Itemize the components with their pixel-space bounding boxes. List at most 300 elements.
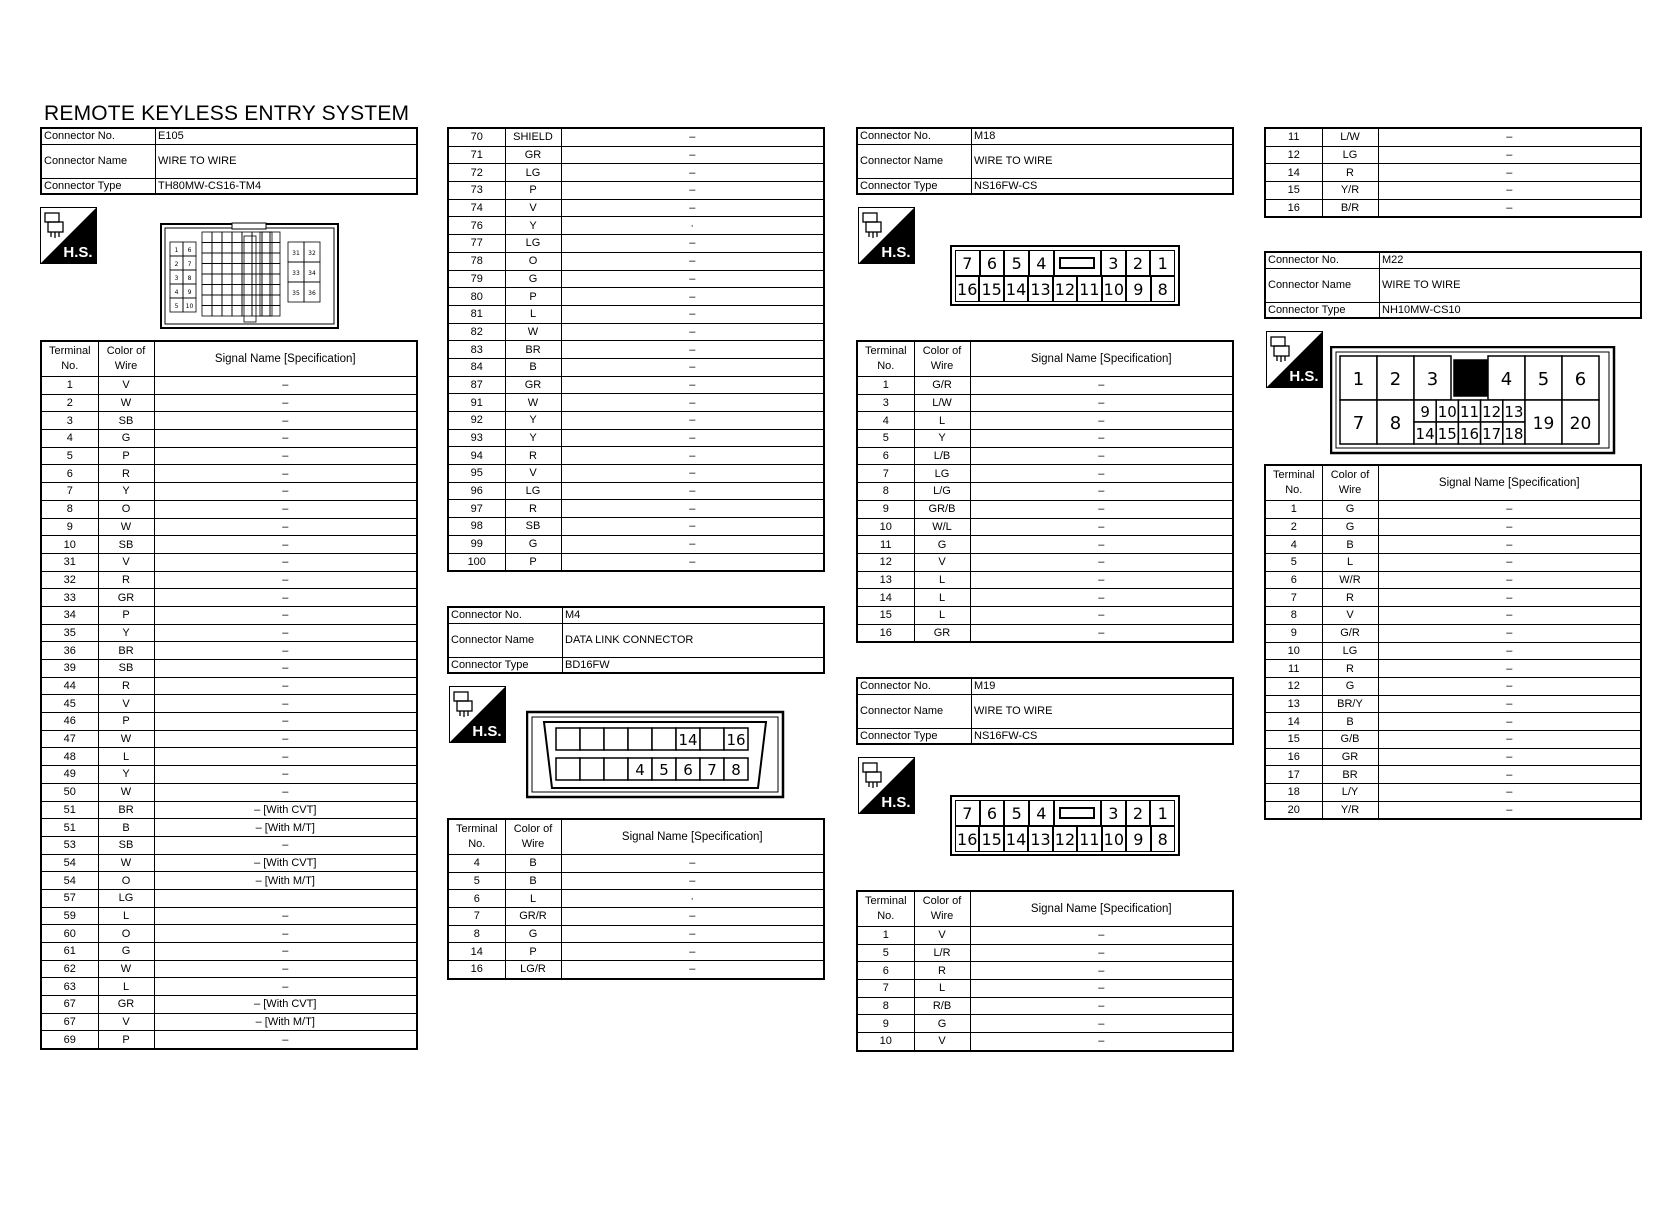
table-row bbox=[41, 483, 417, 501]
color-cell: L bbox=[505, 305, 561, 323]
table-row bbox=[857, 447, 1233, 465]
color-cell: L/G bbox=[914, 483, 970, 501]
table-row bbox=[857, 997, 1233, 1015]
pin-label: 31 bbox=[292, 250, 300, 257]
signal-cell: – bbox=[154, 589, 417, 607]
pin-cell: 16 bbox=[955, 276, 979, 302]
terminal-cell: 45 bbox=[41, 695, 98, 713]
pin-cell: 1 bbox=[1150, 250, 1175, 276]
pin-cell: 12 bbox=[1053, 276, 1077, 302]
terminal-cell: 98 bbox=[448, 518, 505, 536]
table-row bbox=[448, 553, 824, 571]
color-cell: SB bbox=[98, 836, 154, 854]
terminal-cell: 9 bbox=[1265, 624, 1322, 642]
pin-label: 9 bbox=[187, 289, 192, 296]
terminal-cell: 73 bbox=[448, 182, 505, 200]
terminal-cell: 12 bbox=[1265, 146, 1322, 164]
terminal-cell: 99 bbox=[448, 535, 505, 553]
connector-type-value: NS16FW-CS bbox=[972, 178, 1234, 194]
signal-cell: – bbox=[1378, 518, 1641, 536]
color-cell: G/B bbox=[1322, 730, 1378, 748]
table-row bbox=[448, 908, 824, 926]
color-of-wire-header: Color of Wire bbox=[98, 341, 154, 377]
table-row bbox=[41, 766, 417, 784]
signal-cell: – bbox=[154, 978, 417, 996]
table-row bbox=[41, 748, 417, 766]
signal-cell: – bbox=[561, 394, 824, 412]
table-row bbox=[857, 944, 1233, 962]
pin-label: 17 bbox=[1482, 425, 1502, 443]
pin-label: 36 bbox=[308, 290, 316, 297]
color-cell: O bbox=[98, 925, 154, 943]
terminal-cell: 16 bbox=[1265, 748, 1322, 766]
table-row bbox=[41, 960, 417, 978]
color-cell: V bbox=[98, 1013, 154, 1031]
signal-name-header: Signal Name [Specification] bbox=[970, 341, 1233, 377]
color-cell: G/R bbox=[914, 377, 970, 395]
color-cell: W bbox=[98, 394, 154, 412]
pin-label: 15 bbox=[1437, 425, 1457, 443]
terminal-cell: 3 bbox=[857, 394, 914, 412]
table-row bbox=[41, 394, 417, 412]
connector-type-label: Connector Type bbox=[41, 178, 156, 194]
signal-cell: – [With M/T] bbox=[154, 819, 417, 837]
terminal-cell: 78 bbox=[448, 252, 505, 270]
table-row bbox=[41, 889, 417, 907]
signal-cell: – bbox=[970, 553, 1233, 571]
pin-label: 4 bbox=[635, 761, 645, 779]
connector-name-label: Connector Name bbox=[1265, 268, 1380, 302]
table-row bbox=[857, 430, 1233, 448]
terminal-cell: 8 bbox=[857, 483, 914, 501]
signal-cell: – bbox=[154, 606, 417, 624]
pin-label: 7 bbox=[1352, 413, 1365, 434]
connector-type-label: Connector Type bbox=[857, 178, 972, 194]
terminal-cell: 46 bbox=[41, 713, 98, 731]
color-cell: V bbox=[914, 1033, 970, 1051]
signal-cell: – bbox=[970, 624, 1233, 642]
color-cell: Y bbox=[98, 766, 154, 784]
signal-cell: – bbox=[561, 164, 824, 182]
signal-cell: – bbox=[1378, 199, 1641, 217]
color-cell: B bbox=[1322, 713, 1378, 731]
signal-cell: – bbox=[561, 128, 824, 146]
color-cell: P bbox=[505, 553, 561, 571]
pin-label: 4 bbox=[1500, 369, 1513, 390]
terminal-cell: 6 bbox=[857, 962, 914, 980]
color-cell: W bbox=[98, 730, 154, 748]
pin-cell: 14 bbox=[1004, 276, 1028, 302]
signal-cell: – bbox=[1378, 624, 1641, 642]
terminal-cell: 15 bbox=[1265, 730, 1322, 748]
signal-cell: – bbox=[970, 536, 1233, 554]
color-cell: B bbox=[1322, 536, 1378, 554]
signal-cell: – [With CVT] bbox=[154, 854, 417, 872]
signal-cell: – bbox=[970, 980, 1233, 998]
connector-name-value: WIRE TO WIRE bbox=[1380, 268, 1642, 302]
signal-cell: – bbox=[154, 447, 417, 465]
terminal-cell: 7 bbox=[857, 465, 914, 483]
table-row bbox=[41, 783, 417, 801]
table-row bbox=[448, 925, 824, 943]
pin-cell: 13 bbox=[1028, 276, 1052, 302]
terminal-cell: 9 bbox=[857, 500, 914, 518]
pin-label: 16 bbox=[1459, 425, 1480, 443]
terminal-no-header: Terminal No. bbox=[857, 891, 914, 927]
terminal-cell: 67 bbox=[41, 996, 98, 1014]
signal-cell: – bbox=[970, 394, 1233, 412]
signal-cell: – bbox=[970, 465, 1233, 483]
signal-cell: – [With CVT] bbox=[154, 801, 417, 819]
pin-label: 20 bbox=[1569, 414, 1592, 434]
terminal-cell: 51 bbox=[41, 819, 98, 837]
pin-label: 10 bbox=[185, 303, 194, 310]
color-cell: R bbox=[1322, 164, 1378, 182]
color-cell: LG bbox=[1322, 146, 1378, 164]
color-cell: W/L bbox=[914, 518, 970, 536]
color-cell: G bbox=[1322, 501, 1378, 519]
lock-key bbox=[1059, 807, 1095, 819]
terminal-cell: 87 bbox=[448, 376, 505, 394]
terminal-cell: 93 bbox=[448, 429, 505, 447]
connector-no-value: E105 bbox=[156, 128, 418, 144]
table-row bbox=[41, 978, 417, 996]
color-cell: BR bbox=[98, 642, 154, 660]
terminal-cell: 13 bbox=[857, 571, 914, 589]
color-cell: L bbox=[505, 890, 561, 908]
color-cell: G/R bbox=[1322, 624, 1378, 642]
terminal-cell: 35 bbox=[41, 624, 98, 642]
color-cell: SB bbox=[98, 536, 154, 554]
table-row bbox=[448, 376, 824, 394]
table-row bbox=[448, 429, 824, 447]
table-row bbox=[857, 500, 1233, 518]
signal-cell: – bbox=[154, 412, 417, 430]
pin-label: 34 bbox=[308, 270, 316, 277]
table-row bbox=[1265, 766, 1641, 784]
hs-icon bbox=[858, 207, 915, 264]
color-cell: L bbox=[914, 980, 970, 998]
pin-cell: 4 bbox=[1029, 250, 1054, 276]
pin-label: 5 bbox=[659, 761, 669, 779]
signal-cell: – bbox=[970, 997, 1233, 1015]
color-cell: GR bbox=[914, 624, 970, 642]
table-row bbox=[857, 606, 1233, 624]
signal-cell: – bbox=[561, 376, 824, 394]
signal-cell: – bbox=[154, 624, 417, 642]
signal-cell: – bbox=[154, 1031, 417, 1049]
signal-cell: – bbox=[970, 944, 1233, 962]
signal-cell: – bbox=[154, 430, 417, 448]
terminal-cell: 9 bbox=[41, 518, 98, 536]
color-cell: Y/R bbox=[1322, 801, 1378, 819]
terminal-cell: 14 bbox=[448, 943, 505, 961]
signal-cell: – bbox=[1378, 677, 1641, 695]
signal-cell: – bbox=[1378, 713, 1641, 731]
color-cell: O bbox=[505, 252, 561, 270]
terminal-cell: 10 bbox=[41, 536, 98, 554]
pin-cell: 7 bbox=[955, 800, 980, 826]
table-row bbox=[1265, 501, 1641, 519]
color-of-wire-header: Color of Wire bbox=[1322, 465, 1378, 501]
table-row bbox=[41, 553, 417, 571]
signal-cell: – bbox=[561, 358, 824, 376]
table-row bbox=[448, 855, 824, 873]
table-row bbox=[448, 535, 824, 553]
connector-name-label: Connector Name bbox=[448, 623, 563, 657]
terminal-cell: 6 bbox=[41, 465, 98, 483]
signal-cell: – bbox=[1378, 607, 1641, 625]
table-row bbox=[448, 323, 824, 341]
table-row bbox=[41, 412, 417, 430]
color-cell: V bbox=[98, 553, 154, 571]
terminal-cell: 16 bbox=[1265, 199, 1322, 217]
pin-cell bbox=[556, 728, 580, 750]
signal-cell: – bbox=[561, 412, 824, 430]
color-cell: L bbox=[98, 907, 154, 925]
signal-cell: – bbox=[561, 961, 824, 979]
pin-cell: 2 bbox=[1126, 250, 1151, 276]
table-row bbox=[41, 500, 417, 518]
terminal-cell: 8 bbox=[448, 925, 505, 943]
color-cell: LG bbox=[505, 235, 561, 253]
terminal-cell: 97 bbox=[448, 500, 505, 518]
pin-label: 7 bbox=[187, 261, 192, 268]
color-cell: Y bbox=[98, 483, 154, 501]
color-cell: B bbox=[505, 872, 561, 890]
terminal-cell: 7 bbox=[857, 980, 914, 998]
color-cell: V bbox=[1322, 607, 1378, 625]
table-row bbox=[857, 624, 1233, 642]
table-row bbox=[448, 252, 824, 270]
pin-cell: 14 bbox=[1004, 826, 1028, 852]
connector-type-value: NS16FW-CS bbox=[972, 728, 1234, 744]
terminal-cell: 16 bbox=[857, 624, 914, 642]
table-row bbox=[1265, 554, 1641, 572]
signal-cell: – bbox=[561, 447, 824, 465]
table-row bbox=[1265, 571, 1641, 589]
pin-label: 14 bbox=[678, 731, 698, 749]
signal-cell: – bbox=[970, 447, 1233, 465]
pin-cell: 2 bbox=[1126, 800, 1151, 826]
pin-cell: 4 bbox=[1029, 800, 1054, 826]
signal-cell: – bbox=[561, 235, 824, 253]
terminal-cell: 63 bbox=[41, 978, 98, 996]
terminal-cell: 12 bbox=[1265, 677, 1322, 695]
signal-cell: – [With M/T] bbox=[154, 1013, 417, 1031]
table-row bbox=[857, 518, 1233, 536]
pin-cell: 11 bbox=[1077, 276, 1101, 302]
signal-cell: – bbox=[561, 465, 824, 483]
signal-cell: · bbox=[561, 217, 824, 235]
pin-label: 3 bbox=[174, 275, 179, 282]
terminal-cell: 53 bbox=[41, 836, 98, 854]
terminal-cell: 11 bbox=[857, 536, 914, 554]
pin-cell bbox=[1054, 250, 1101, 276]
color-cell: Y/R bbox=[1322, 182, 1378, 200]
signal-cell: – bbox=[970, 500, 1233, 518]
table-row bbox=[857, 483, 1233, 501]
table-row bbox=[41, 854, 417, 872]
color-cell: L bbox=[1322, 554, 1378, 572]
pin-label: 5 bbox=[1537, 369, 1550, 390]
terminal-cell: 44 bbox=[41, 677, 98, 695]
pin-label: 14 bbox=[1415, 425, 1435, 443]
signal-cell: – bbox=[561, 925, 824, 943]
color-cell: W bbox=[98, 960, 154, 978]
color-cell: V bbox=[505, 199, 561, 217]
color-cell: L bbox=[914, 412, 970, 430]
pin-cell: 9 bbox=[1126, 826, 1150, 852]
table-row bbox=[41, 1013, 417, 1031]
pin-cell: 6 bbox=[980, 800, 1005, 826]
color-cell: LG/R bbox=[505, 961, 561, 979]
table-row bbox=[1265, 801, 1641, 819]
m19-connector-face bbox=[950, 795, 1180, 856]
table-row bbox=[448, 182, 824, 200]
color-cell: W bbox=[505, 323, 561, 341]
color-cell: GR bbox=[1322, 748, 1378, 766]
color-cell: G bbox=[505, 270, 561, 288]
terminal-no-header: Terminal No. bbox=[1265, 465, 1322, 501]
table-row bbox=[41, 801, 417, 819]
signal-cell: – bbox=[1378, 536, 1641, 554]
signal-cell: – bbox=[970, 412, 1233, 430]
terminal-cell: 1 bbox=[857, 377, 914, 395]
color-cell: LG bbox=[505, 164, 561, 182]
signal-cell: – bbox=[154, 766, 417, 784]
hs-label: H.S. bbox=[63, 244, 93, 261]
pin-label: 10 bbox=[1437, 403, 1457, 421]
terminal-cell: 15 bbox=[857, 606, 914, 624]
table-row bbox=[41, 677, 417, 695]
table-row bbox=[41, 943, 417, 961]
terminal-cell: 18 bbox=[1265, 784, 1322, 802]
pin-label: 4 bbox=[174, 289, 179, 296]
signal-cell: – bbox=[154, 660, 417, 678]
signal-cell: – bbox=[970, 430, 1233, 448]
connector-no-label: Connector No. bbox=[448, 607, 563, 623]
signal-cell: – bbox=[561, 943, 824, 961]
pin-label: 1 bbox=[174, 247, 179, 254]
pin-cell: 9 bbox=[1126, 276, 1150, 302]
color-cell: G bbox=[1322, 677, 1378, 695]
table-row bbox=[448, 961, 824, 979]
connector-no-label: Connector No. bbox=[1265, 252, 1380, 268]
connector-type-value: BD16FW bbox=[563, 657, 825, 673]
table-row bbox=[1265, 199, 1641, 217]
connector-no-label: Connector No. bbox=[41, 128, 156, 144]
color-cell: G bbox=[98, 430, 154, 448]
color-cell: V bbox=[98, 377, 154, 395]
signal-cell: – bbox=[154, 677, 417, 695]
table-row bbox=[41, 695, 417, 713]
terminal-cell: 10 bbox=[857, 1033, 914, 1051]
color-cell: Y bbox=[914, 430, 970, 448]
pin-label: 11 bbox=[1459, 403, 1480, 421]
table-row bbox=[41, 589, 417, 607]
signal-cell: – bbox=[970, 606, 1233, 624]
table-row bbox=[41, 996, 417, 1014]
color-cell: O bbox=[98, 500, 154, 518]
signal-cell: – bbox=[1378, 730, 1641, 748]
pin-cell: 5 bbox=[1004, 250, 1029, 276]
terminal-cell: 11 bbox=[1265, 128, 1322, 146]
table-row bbox=[448, 341, 824, 359]
table-row bbox=[41, 730, 417, 748]
signal-cell: – bbox=[970, 589, 1233, 607]
signal-cell: – bbox=[1378, 164, 1641, 182]
connector-name-value: WIRE TO WIRE bbox=[972, 694, 1234, 728]
terminal-cell: 69 bbox=[41, 1031, 98, 1049]
terminal-cell: 2 bbox=[1265, 518, 1322, 536]
signal-cell: – bbox=[1378, 784, 1641, 802]
terminal-cell: 50 bbox=[41, 783, 98, 801]
signal-cell: – bbox=[154, 836, 417, 854]
signal-cell: – bbox=[561, 482, 824, 500]
signal-cell: – bbox=[561, 429, 824, 447]
pin-label: 13 bbox=[1504, 403, 1524, 421]
terminal-cell: 84 bbox=[448, 358, 505, 376]
signal-cell: – bbox=[154, 518, 417, 536]
table-row bbox=[41, 907, 417, 925]
signal-cell: – bbox=[970, 377, 1233, 395]
signal-cell: – [With CVT] bbox=[154, 996, 417, 1014]
color-cell: L bbox=[914, 589, 970, 607]
terminal-cell: 5 bbox=[41, 447, 98, 465]
terminal-cell: 11 bbox=[1265, 660, 1322, 678]
signal-cell: – bbox=[561, 146, 824, 164]
pin-label: 3 bbox=[1426, 369, 1439, 390]
e105-table-part2 bbox=[447, 127, 825, 572]
signal-cell: – bbox=[561, 535, 824, 553]
terminal-cell: 51 bbox=[41, 801, 98, 819]
terminal-cell: 14 bbox=[857, 589, 914, 607]
pin-cell bbox=[652, 728, 676, 750]
color-cell: W bbox=[98, 783, 154, 801]
m19-table bbox=[856, 890, 1234, 1052]
table-row bbox=[1265, 784, 1641, 802]
terminal-cell: 61 bbox=[41, 943, 98, 961]
color-cell: P bbox=[98, 447, 154, 465]
m19-info bbox=[856, 677, 1234, 745]
color-cell: R bbox=[98, 465, 154, 483]
connector-type-value: TH80MW-CS16-TM4 bbox=[156, 178, 418, 194]
table-row bbox=[1265, 589, 1641, 607]
color-cell: L/Y bbox=[1322, 784, 1378, 802]
signal-cell: – bbox=[154, 960, 417, 978]
color-of-wire-header: Color of Wire bbox=[914, 341, 970, 377]
table-row bbox=[1265, 182, 1641, 200]
color-cell: O bbox=[98, 872, 154, 890]
color-cell: V bbox=[914, 553, 970, 571]
e105-table-part1 bbox=[40, 340, 418, 1050]
table-row bbox=[857, 589, 1233, 607]
pin-label: 7 bbox=[707, 761, 717, 779]
color-cell: L/W bbox=[1322, 128, 1378, 146]
pin-cell: 15 bbox=[979, 276, 1003, 302]
connector-no-value: M4 bbox=[563, 607, 825, 623]
signal-cell: – bbox=[561, 182, 824, 200]
color-cell: W bbox=[98, 518, 154, 536]
signal-cell: – bbox=[1378, 801, 1641, 819]
terminal-cell: 71 bbox=[448, 146, 505, 164]
color-cell: P bbox=[505, 288, 561, 306]
terminal-cell: 8 bbox=[1265, 607, 1322, 625]
signal-cell: – bbox=[561, 341, 824, 359]
signal-cell: – bbox=[561, 288, 824, 306]
signal-cell: – bbox=[970, 927, 1233, 945]
